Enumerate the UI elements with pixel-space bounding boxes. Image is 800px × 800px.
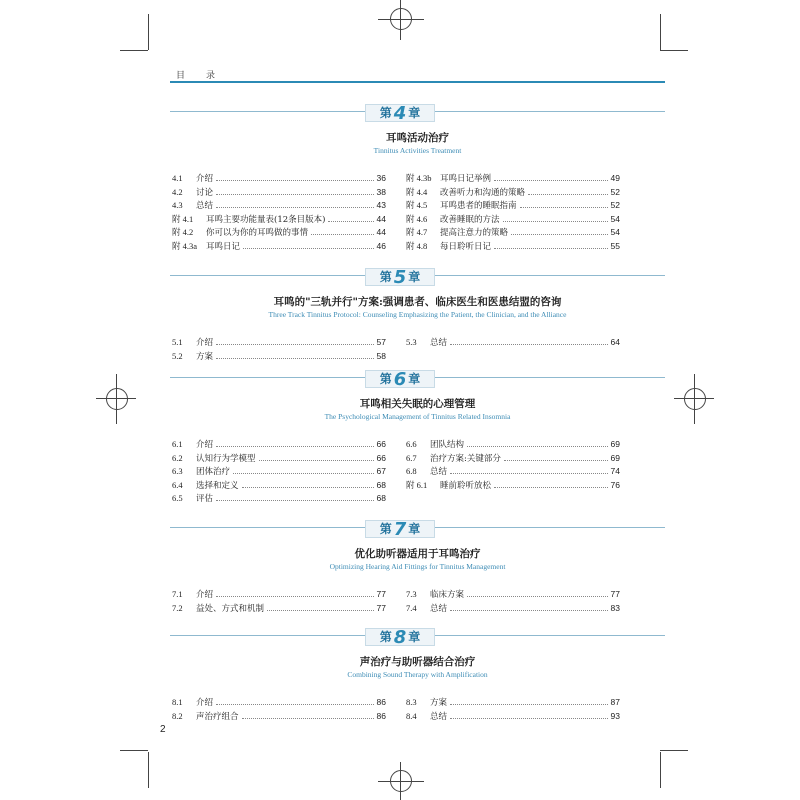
toc-entry-page: 38 xyxy=(376,186,386,197)
dot-leader xyxy=(233,466,374,474)
dot-leader xyxy=(216,173,374,181)
dot-leader xyxy=(267,603,374,611)
toc-entry[interactable] xyxy=(406,588,620,601)
chapter-suffix: 章 xyxy=(408,106,421,120)
toc-entry-page: 54 xyxy=(610,213,620,224)
toc-entry-number: 8.3 xyxy=(406,697,417,707)
dot-leader xyxy=(494,480,608,488)
chapter-subtitle: Tinnitus Activities Treatment xyxy=(373,146,462,155)
running-header xyxy=(170,68,665,82)
toc-entry-label: 选择和定义 xyxy=(196,480,239,491)
dot-leader xyxy=(242,711,374,719)
dot-leader xyxy=(450,697,608,705)
toc-entry-label: 讨论 xyxy=(196,187,214,198)
chapter-title: 耳鸣的"三轨并行"方案:强调患者、临床医生和医患结盟的咨询 xyxy=(273,296,562,308)
header-rule xyxy=(170,81,665,83)
dot-leader xyxy=(216,200,374,208)
toc-entry-label: 团队结构 xyxy=(430,440,465,450)
toc-entry-page: 54 xyxy=(610,227,620,237)
chapter-section xyxy=(0,628,800,748)
toc-entry-number: 6.5 xyxy=(172,493,183,503)
toc-entry[interactable] xyxy=(406,696,620,709)
toc-entry-number: 4.2 xyxy=(172,186,183,197)
toc-entry[interactable] xyxy=(406,465,620,478)
toc-entry-page: 64 xyxy=(610,337,620,347)
toc-entry-page: 66 xyxy=(376,439,386,449)
crop-mark xyxy=(660,14,661,50)
toc-entry-label: 睡前聆听放松 xyxy=(440,480,492,491)
chapter-title: 优化助听器适用于耳鸣治疗 xyxy=(354,548,481,560)
toc-entry-number: 8.2 xyxy=(172,710,183,721)
toc-entry-label: 总结 xyxy=(430,603,448,614)
toc-entry-label: 认知行为学模型 xyxy=(196,453,256,464)
dot-leader xyxy=(311,227,374,235)
toc-entry-number: 5.1 xyxy=(172,337,183,347)
toc-entry[interactable] xyxy=(172,240,386,253)
dot-leader xyxy=(467,439,608,447)
dot-leader xyxy=(243,241,374,249)
toc-entry-number: 6.4 xyxy=(172,479,183,490)
toc-entry[interactable] xyxy=(406,186,620,199)
dot-leader xyxy=(242,480,374,488)
toc-entry-label: 改善听力和沟通的策略 xyxy=(440,187,526,198)
toc-entry-label: 耳鸣主要功能量表(12条目版本) xyxy=(206,214,326,225)
toc-entry[interactable] xyxy=(172,710,386,723)
toc-entry-page: 93 xyxy=(610,710,620,721)
toc-entry-number: 附 4.1 xyxy=(172,213,194,224)
toc-entry-page: 69 xyxy=(610,439,620,449)
toc-entry-label: 总结 xyxy=(430,711,448,722)
chapter-number: 6 xyxy=(393,369,407,390)
chapter-suffix: 章 xyxy=(408,630,421,644)
toc-entry-label: 治疗方案:关键部分 xyxy=(430,453,501,464)
toc-entry-page: 66 xyxy=(376,452,386,463)
dot-leader xyxy=(216,493,374,501)
page-number: 2 xyxy=(160,724,166,735)
toc-entry-page: 86 xyxy=(376,697,386,707)
chapter-number: 8 xyxy=(393,627,407,648)
crop-mark xyxy=(148,14,149,50)
toc-entry[interactable] xyxy=(172,602,386,615)
chapter-label xyxy=(365,104,435,122)
toc-entry[interactable] xyxy=(172,213,386,226)
crop-mark xyxy=(378,781,424,782)
dot-leader xyxy=(450,711,608,719)
dot-leader xyxy=(494,173,608,181)
chapter-number: 4 xyxy=(393,103,407,124)
toc-entry-page: 57 xyxy=(376,337,386,347)
toc-entry-page: 74 xyxy=(610,466,620,476)
toc-entry-page: 69 xyxy=(610,452,620,463)
toc-entry-label: 介绍 xyxy=(196,698,214,708)
toc-entry-page: 67 xyxy=(376,466,386,476)
toc-entry-number: 6.1 xyxy=(172,439,183,449)
toc-entry-label: 方案 xyxy=(430,698,448,708)
toc-entry-page: 52 xyxy=(610,200,620,210)
chapter-subtitle: Optimizing Hearing Aid Fittings for Tinnitus Management xyxy=(329,562,506,571)
toc-entry[interactable] xyxy=(406,710,620,723)
toc-entry-page: 68 xyxy=(376,479,386,490)
toc-entry-page: 58 xyxy=(376,350,386,361)
toc-entry-number: 7.2 xyxy=(172,602,183,613)
toc-entry-page: 77 xyxy=(376,589,386,599)
toc-entry-page: 52 xyxy=(610,186,620,197)
toc-entry-number: 附 6.1 xyxy=(406,479,428,490)
dot-leader xyxy=(259,453,374,461)
chapter-section xyxy=(0,520,800,640)
toc-entry-number: 7.3 xyxy=(406,589,417,599)
toc-entry[interactable] xyxy=(172,438,386,451)
toc-entry[interactable] xyxy=(406,336,620,349)
toc-entry-number: 4.1 xyxy=(172,173,183,183)
chapter-suffix: 章 xyxy=(408,270,421,284)
toc-entry-number: 6.7 xyxy=(406,452,417,463)
toc-entry-number: 5.3 xyxy=(406,337,417,347)
dot-leader xyxy=(520,200,608,208)
toc-entry[interactable] xyxy=(172,350,386,363)
dot-leader xyxy=(467,589,608,597)
toc-entry[interactable] xyxy=(406,213,620,226)
chapter-section xyxy=(0,369,800,504)
toc-entry-number: 4.3 xyxy=(172,200,183,210)
chapter-number: 7 xyxy=(393,519,407,540)
dot-leader xyxy=(511,227,608,235)
chapter-number: 5 xyxy=(393,267,407,288)
dot-leader xyxy=(216,589,374,597)
toc-entry-number: 6.6 xyxy=(406,439,417,449)
crop-mark xyxy=(120,50,148,51)
toc-entry[interactable] xyxy=(172,199,386,212)
chapter-suffix: 章 xyxy=(408,522,421,536)
toc-entry-number: 附 4.8 xyxy=(406,240,428,251)
dot-leader xyxy=(450,337,608,345)
toc-entry-label: 临床方案 xyxy=(430,590,465,600)
toc-entry[interactable] xyxy=(406,172,620,185)
crop-mark xyxy=(148,752,149,788)
chapter-subtitle: Three Track Tinnitus Protocol: Counseling Emphasizing the Patient, the Clinician, and the Alliance xyxy=(268,310,567,319)
crop-mark xyxy=(660,50,688,51)
toc-entry-number: 8.4 xyxy=(406,710,417,721)
toc-entry[interactable] xyxy=(172,226,386,239)
chapter-label xyxy=(365,628,435,646)
dot-leader xyxy=(504,453,608,461)
toc-entry-page: 55 xyxy=(610,240,620,251)
dot-leader xyxy=(450,603,608,611)
toc-entry-number: 附 4.4 xyxy=(406,186,428,197)
toc-entry-number: 8.1 xyxy=(172,697,183,707)
toc-entry-label: 总结 xyxy=(430,338,448,348)
toc-entry-label: 声治疗组合 xyxy=(196,711,239,722)
chapter-label xyxy=(365,370,435,388)
dot-leader xyxy=(328,214,373,222)
toc-entry-label: 方案 xyxy=(196,351,214,362)
crop-mark xyxy=(400,0,401,40)
chapter-suffix: 章 xyxy=(408,372,421,386)
toc-entry[interactable] xyxy=(172,172,386,185)
crop-mark xyxy=(660,750,688,751)
toc-entry[interactable] xyxy=(172,186,386,199)
toc-entry-label: 介绍 xyxy=(196,440,214,450)
toc-entry[interactable] xyxy=(172,465,386,478)
toc-entry-number: 附 4.3a xyxy=(172,240,198,251)
toc-entry-page: 49 xyxy=(610,173,620,183)
dot-leader xyxy=(528,187,608,195)
chapter-title: 声治疗与助听器结合治疗 xyxy=(359,656,476,668)
chapter-subtitle: Combining Sound Therapy with Amplification xyxy=(347,670,488,679)
header-title: 录 xyxy=(206,71,216,81)
chapter-section xyxy=(0,103,800,252)
header-title: 目 xyxy=(176,71,186,81)
dot-leader xyxy=(216,337,374,345)
toc-entry-number: 附 4.5 xyxy=(406,200,428,210)
toc-entry-label: 介绍 xyxy=(196,174,214,184)
toc-entry-label: 你可以为你的耳鸣做的事情 xyxy=(206,228,309,238)
dot-leader xyxy=(494,241,608,249)
toc-entry-number: 5.2 xyxy=(172,350,183,361)
toc-entry-page: 46 xyxy=(376,240,386,251)
toc-entry-number: 附 4.3b xyxy=(406,173,432,183)
crop-mark xyxy=(378,19,424,20)
toc-entry-label: 团体治疗 xyxy=(196,467,231,477)
chapter-label xyxy=(365,520,435,538)
toc-entry-number: 附 4.6 xyxy=(406,213,428,224)
toc-entry[interactable] xyxy=(406,602,620,615)
toc-entry-page: 86 xyxy=(376,710,386,721)
chapter-title: 耳鸣相关失眠的心理管理 xyxy=(359,398,476,410)
toc-entry-label: 介绍 xyxy=(196,338,214,348)
toc-entry[interactable] xyxy=(172,492,386,505)
dot-leader xyxy=(216,697,374,705)
toc-entry[interactable] xyxy=(172,588,386,601)
chapter-prefix: 第 xyxy=(379,270,392,284)
toc-entry-number: 6.8 xyxy=(406,466,417,476)
chapter-title: 耳鸣活动治疗 xyxy=(386,132,449,144)
chapter-prefix: 第 xyxy=(379,522,392,536)
toc-entry-number: 附 4.7 xyxy=(406,227,428,237)
toc-entry-page: 76 xyxy=(610,479,620,490)
toc-entry-page: 68 xyxy=(376,493,386,503)
toc-entry-label: 益处、方式和机制 xyxy=(196,603,265,614)
toc-entry[interactable] xyxy=(406,226,620,239)
chapter-prefix: 第 xyxy=(379,630,392,644)
toc-entry[interactable] xyxy=(172,479,386,492)
toc-entry-number: 附 4.2 xyxy=(172,227,194,237)
toc-entry[interactable] xyxy=(406,438,620,451)
toc-entry[interactable] xyxy=(406,479,620,492)
toc-entry[interactable] xyxy=(172,452,386,465)
chapter-label xyxy=(365,268,435,286)
toc-entry[interactable] xyxy=(172,696,386,709)
toc-entry-label: 总结 xyxy=(196,201,214,211)
toc-entry-page: 77 xyxy=(376,602,386,613)
toc-entry-label: 评估 xyxy=(196,494,214,504)
dot-leader xyxy=(216,187,374,195)
toc-entry-page: 87 xyxy=(610,697,620,707)
toc-entry-page: 44 xyxy=(376,213,386,224)
crop-mark xyxy=(660,752,661,788)
toc-entry-page: 77 xyxy=(610,589,620,599)
toc-entry-page: 83 xyxy=(610,602,620,613)
toc-entry-label: 耳鸣日记 xyxy=(206,241,241,252)
dot-leader xyxy=(503,214,608,222)
toc-entry-label: 耳鸣患者的睡眠指南 xyxy=(440,201,517,211)
toc-entry[interactable] xyxy=(406,452,620,465)
toc-entry[interactable] xyxy=(172,336,386,349)
toc-entry-label: 提高注意力的策略 xyxy=(440,228,509,238)
toc-entry-number: 7.4 xyxy=(406,602,417,613)
toc-entry-page: 43 xyxy=(376,200,386,210)
toc-entry-label: 耳鸣日记举例 xyxy=(440,174,492,184)
toc-entry-number: 6.3 xyxy=(172,466,183,476)
dot-leader xyxy=(450,466,608,474)
chapter-prefix: 第 xyxy=(379,372,392,386)
toc-entry-page: 44 xyxy=(376,227,386,237)
dot-leader xyxy=(216,351,374,359)
toc-entry-label: 介绍 xyxy=(196,590,214,600)
toc-entry[interactable] xyxy=(406,199,620,212)
toc-entry-number: 6.2 xyxy=(172,452,183,463)
dot-leader xyxy=(216,439,374,447)
chapter-prefix: 第 xyxy=(379,106,392,120)
toc-entry-page: 36 xyxy=(376,173,386,183)
toc-entry-label: 总结 xyxy=(430,467,448,477)
chapter-subtitle: The Psychological Management of Tinnitus Related Insomnia xyxy=(324,412,511,421)
toc-entry-label: 每日聆听日记 xyxy=(440,241,492,252)
toc-entry-number: 7.1 xyxy=(172,589,183,599)
toc-entry[interactable] xyxy=(406,240,620,253)
crop-mark xyxy=(120,750,148,751)
toc-entry-label: 改善睡眠的方法 xyxy=(440,214,500,225)
